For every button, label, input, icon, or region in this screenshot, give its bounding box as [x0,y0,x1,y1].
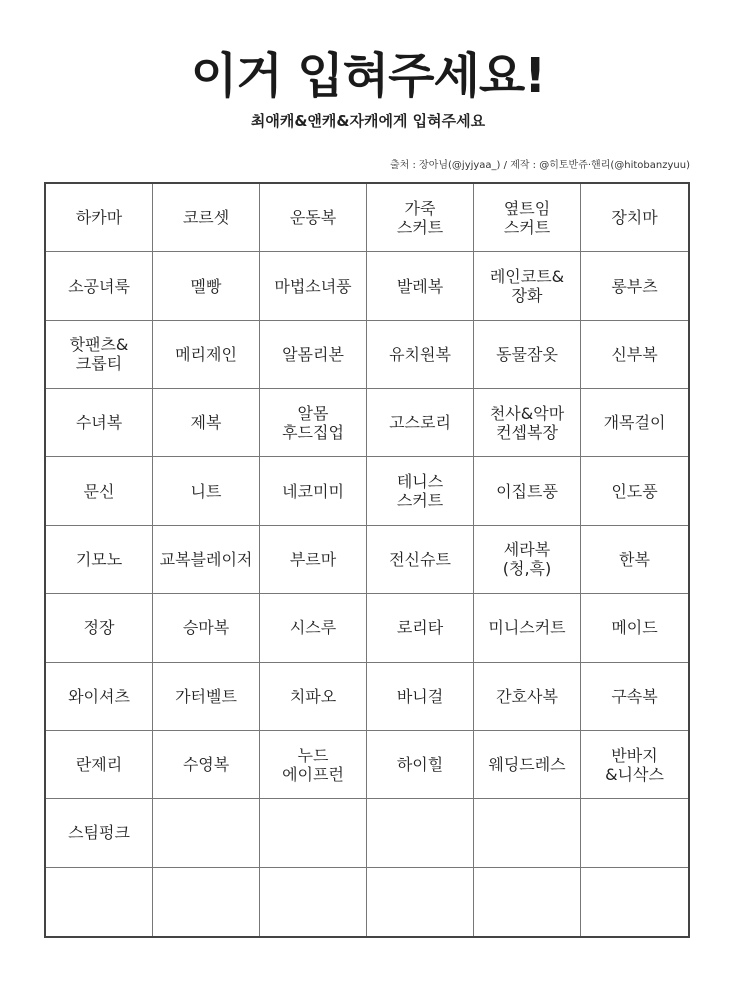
grid-cell[interactable]: 운동복 [260,184,367,252]
grid-cell[interactable]: 하이힐 [367,731,474,799]
page-title: 이거 입혀주세요! [190,48,546,104]
grid-cell-empty[interactable] [367,868,474,936]
grid-cell-empty[interactable] [260,868,367,936]
grid-cell[interactable]: 세라복 (청,흑) [474,526,581,594]
grid-cell[interactable]: 이집트풍 [474,457,581,525]
grid-cell[interactable]: 반바지 &니삭스 [581,731,688,799]
grid-cell[interactable]: 스팀펑크 [46,799,153,867]
grid-cell[interactable]: 메이드 [581,594,688,662]
grid-cell[interactable]: 문신 [46,457,153,525]
grid-cell[interactable]: 수녀복 [46,389,153,457]
grid-cell[interactable]: 제복 [153,389,260,457]
grid-cell-empty[interactable] [581,799,688,867]
grid-cell[interactable]: 한복 [581,526,688,594]
grid-cell[interactable]: 구속복 [581,663,688,731]
grid-cell[interactable]: 장치마 [581,184,688,252]
grid-cell[interactable]: 인도풍 [581,457,688,525]
grid-cell[interactable]: 하카마 [46,184,153,252]
grid-cell[interactable]: 와이셔츠 [46,663,153,731]
grid-cell[interactable]: 메리제인 [153,321,260,389]
grid-cell[interactable]: 개목걸이 [581,389,688,457]
grid-cell-empty[interactable] [153,799,260,867]
grid-cell[interactable]: 옆트임 스커트 [474,184,581,252]
grid-cell[interactable]: 레인코트& 장화 [474,252,581,320]
grid-cell-empty[interactable] [367,799,474,867]
grid-cell[interactable]: 신부복 [581,321,688,389]
grid-cell[interactable]: 알몸리본 [260,321,367,389]
grid-cell[interactable]: 시스루 [260,594,367,662]
grid-cell-empty[interactable] [46,868,153,936]
credit-line: 출처 : 장아님(@jyjyaa_) / 제작 : @히토반쥬·핸리(@hitobanzyuu) [389,160,690,171]
grid-cell[interactable]: 수영복 [153,731,260,799]
grid-cell-empty[interactable] [153,868,260,936]
grid-cell[interactable]: 천사&악마 컨셉복장 [474,389,581,457]
grid-cell[interactable]: 미니스커트 [474,594,581,662]
grid-cell[interactable]: 니트 [153,457,260,525]
grid-cell[interactable]: 알몸 후드집업 [260,389,367,457]
grid-cell[interactable]: 유치원복 [367,321,474,389]
grid-cell[interactable]: 전신슈트 [367,526,474,594]
grid-cell[interactable]: 치파오 [260,663,367,731]
grid-cell[interactable]: 테니스 스커트 [367,457,474,525]
grid-cell[interactable]: 란제리 [46,731,153,799]
grid-cell[interactable]: 멜빵 [153,252,260,320]
grid-cell-empty[interactable] [474,799,581,867]
grid-cell[interactable]: 가터벨트 [153,663,260,731]
grid-cell[interactable]: 코르셋 [153,184,260,252]
grid-cell[interactable]: 동물잠옷 [474,321,581,389]
grid-cell[interactable]: 마법소녀풍 [260,252,367,320]
grid-cell[interactable]: 롱부츠 [581,252,688,320]
grid-cell[interactable]: 교복블레이저 [153,526,260,594]
grid-cell[interactable]: 바니걸 [367,663,474,731]
grid-cell[interactable]: 핫팬츠& 크롭티 [46,321,153,389]
grid-cell[interactable]: 가죽 스커트 [367,184,474,252]
grid-cell[interactable]: 기모노 [46,526,153,594]
grid-cell[interactable]: 정장 [46,594,153,662]
grid-cell[interactable]: 로리타 [367,594,474,662]
grid-cell[interactable]: 부르마 [260,526,367,594]
grid-cell[interactable]: 누드 에이프런 [260,731,367,799]
grid-cell[interactable]: 간호사복 [474,663,581,731]
grid-cell-empty[interactable] [581,868,688,936]
grid-cell-empty[interactable] [260,799,367,867]
grid-cell[interactable]: 소공녀룩 [46,252,153,320]
grid-cell[interactable]: 발레복 [367,252,474,320]
grid-cell[interactable]: 승마복 [153,594,260,662]
grid-cell[interactable]: 고스로리 [367,389,474,457]
page-subtitle: 최애캐&앤캐&자캐에게 입혀주세요 [250,112,486,130]
grid-cell[interactable]: 웨딩드레스 [474,731,581,799]
outfit-grid [44,182,690,938]
grid-cell[interactable]: 네코미미 [260,457,367,525]
grid-cell-empty[interactable] [474,868,581,936]
